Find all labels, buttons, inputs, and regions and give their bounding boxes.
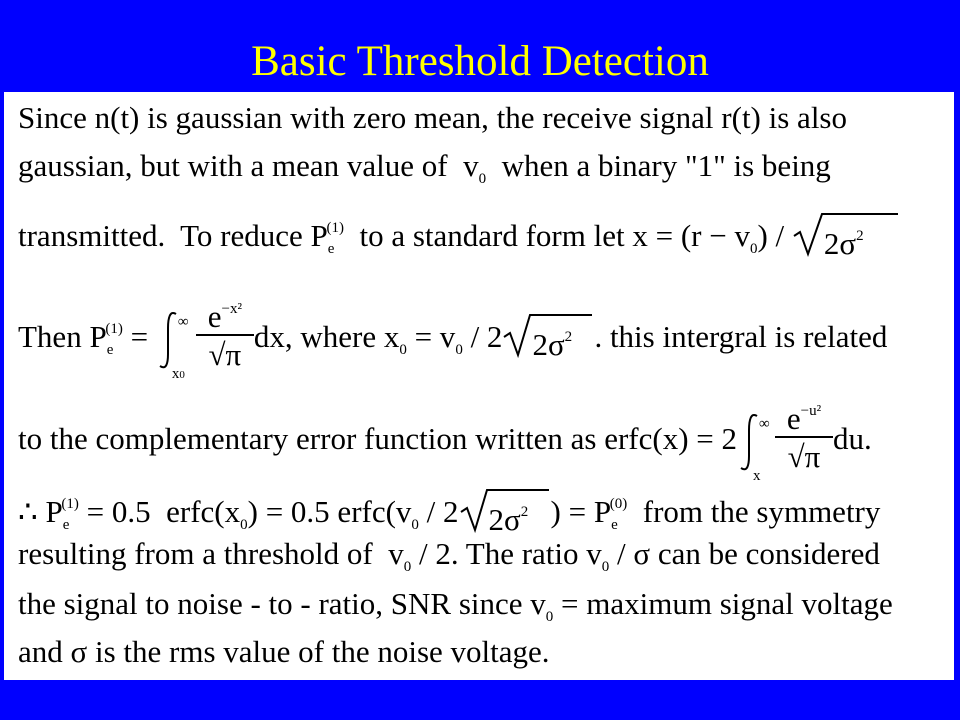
integral-symbol: ∞ x (737, 412, 763, 472)
text-line-1: Since n(t) is gaussian with zero mean, the receive signal r(t) is also (18, 100, 847, 135)
text-line-7: resulting from a threshold of $v_0 / 2$. The ratio $v_0$ / σ can be considered (18, 536, 880, 575)
text-line-4: Then $P_e^{(1)}$ = ∞ x0 $\frac{e^{-x^2}}{√\pi}$ dx, where $x_0 = v_0 / 2$ $2\sigma^2$ . this intergral is related (18, 292, 887, 332)
text-line-8: the signal to noise - to - ratio, SNR since $v_0$ = maximum signal voltage (18, 586, 893, 625)
text-line-5: to the complementary error function written as erfc(x) = 2 ∞ x $\frac{e^{-u^2}}{√\pi}$ du. (18, 394, 872, 434)
content-panel (4, 92, 954, 680)
integral-symbol: ∞ x0 (156, 310, 182, 370)
text-line-2: gaussian, but with a mean value of $v_0$ when a binary "1" is being (18, 148, 831, 187)
text-line-6: ∴ $P_e^{(1)} = 0.5$ $erfc(x_0) = 0.5$ $erfc(v_0 / 2$ $2\sigma^2$ ) = $P_e^{(0)}$ from the symmetry (18, 484, 880, 524)
fraction-exp-sqrtpi-2: $\frac{e^{-u^2}}{√\pi}$ (775, 394, 833, 476)
text-line-9: and σ is the rms value of the noise voltage. (18, 634, 550, 669)
text-line-3: transmitted. To reduce $P_e^{(1)}$ to a standard form let $x = (r - v_0)$ / $2\sigma^2$ (18, 208, 898, 248)
fraction-exp-sqrtpi: $\frac{e^{-x^2}}{√\pi}$ (196, 292, 254, 374)
slide-title: Basic Threshold Detection (251, 38, 709, 85)
